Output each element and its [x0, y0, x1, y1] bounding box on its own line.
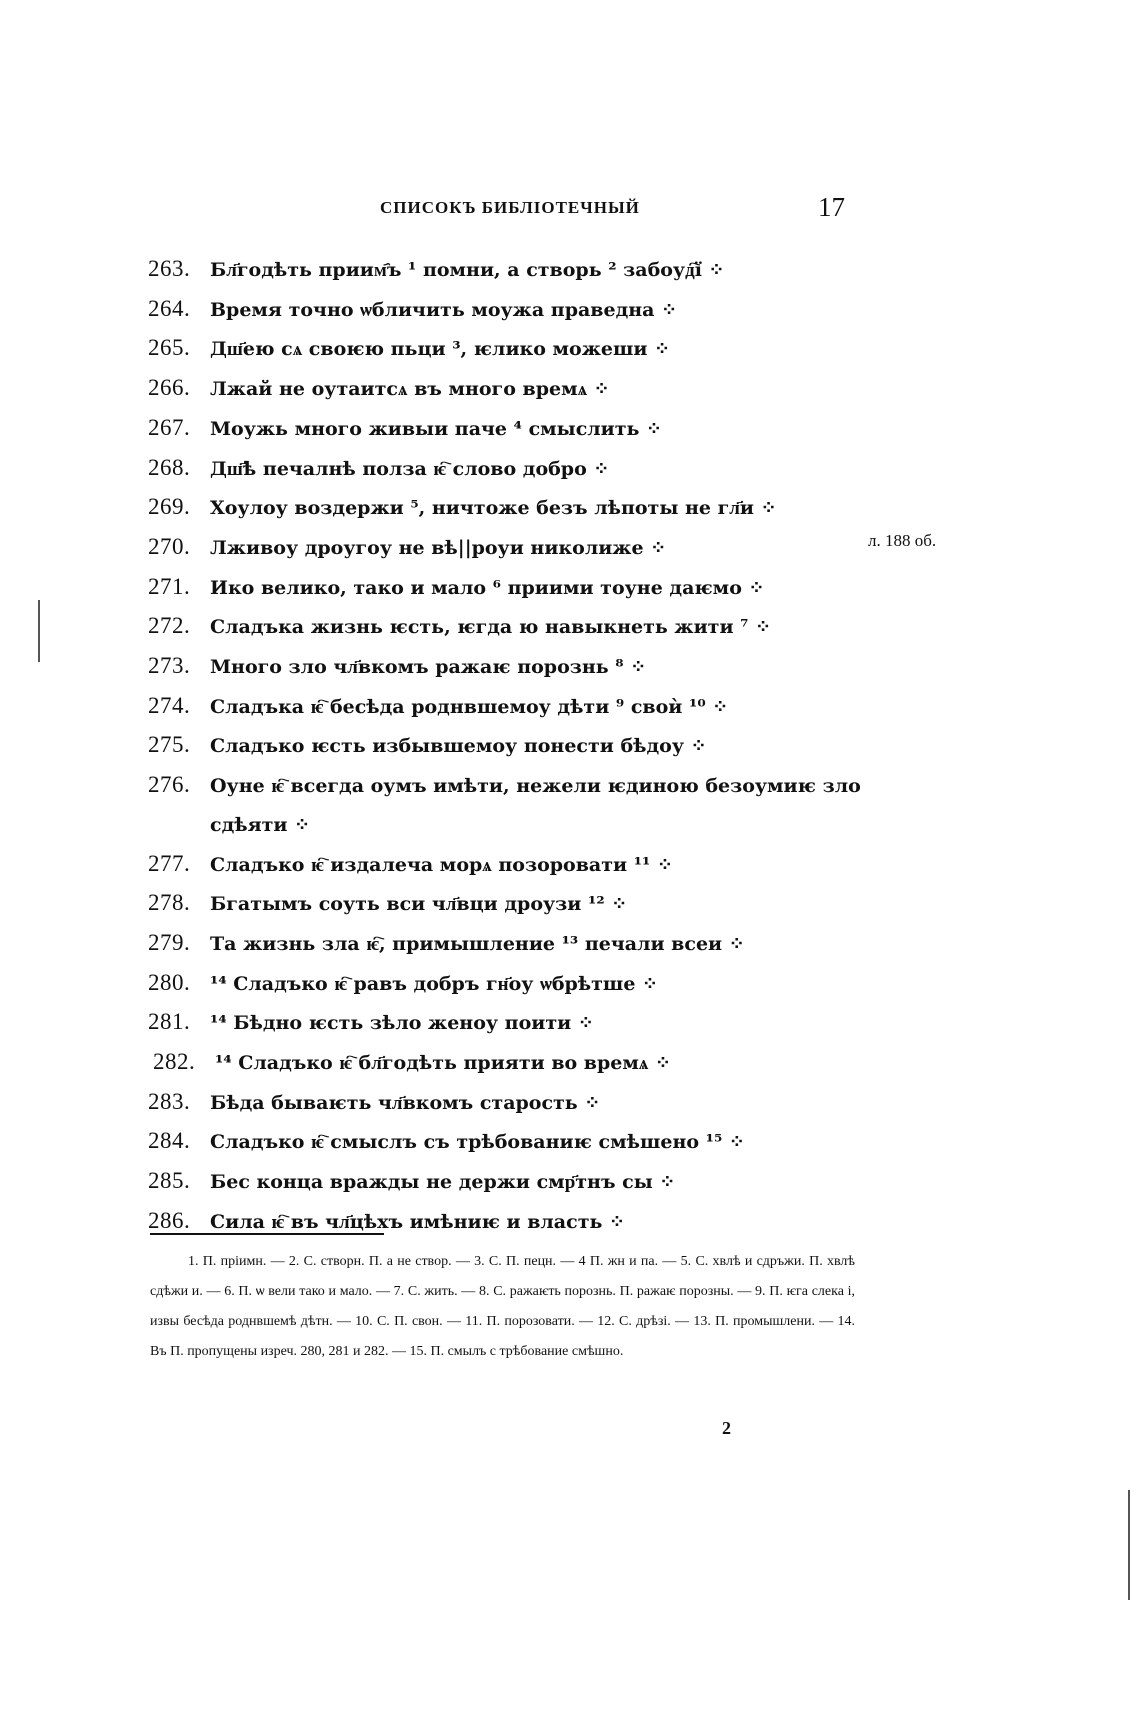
saying-number: 271. [148, 573, 191, 599]
saying-number: 270. [148, 533, 191, 559]
saying-text: Сила ѥ҇ въ чл҃цѣхъ имѣниѥ и власть ⁘ [210, 1210, 625, 1233]
saying-text: Дш҃ѣ печалнѣ полза ѥ҇ слово добро ⁘ [210, 457, 610, 480]
saying-text: Дш҃ею сѧ своѥю пьци ³, ѥлико можеши ⁘ [210, 338, 671, 361]
saying-text: Сладъко ѥ҇ смыслъ съ трѣбованиѥ смѣшено ¹⁵ ⁘ [210, 1131, 745, 1154]
saying-number: 275. [148, 732, 191, 758]
saying-268 [148, 449, 868, 489]
folio-margin-note: л. 188 об. [868, 531, 937, 550]
saying-number: 265. [148, 335, 191, 361]
footnote-rule [150, 1233, 384, 1235]
scan-edge-mark [1128, 1490, 1130, 1600]
saying-265 [148, 329, 868, 369]
saying-text: Время точно ѡбличить моужа праведна ⁘ [210, 298, 677, 321]
saying-text: Сладъка жизнь ѥсть, ѥгда ю навыкнеть жити ⁷ ⁘ [210, 616, 772, 639]
saying-266 [148, 369, 868, 409]
saying-271 [148, 568, 868, 608]
saying-276 [148, 766, 868, 806]
saying-number: 273. [148, 653, 191, 679]
saying-267 [148, 409, 868, 449]
running-header: СПИСОКЪ БИБЛІОТЕЧНЫЙ [380, 198, 640, 217]
page-number: 17 [818, 192, 845, 222]
saying-number: 278. [148, 890, 191, 916]
saying-264 [148, 290, 868, 330]
saying-text: Бес конца вражды не держи смр҃тнъ сы ⁘ [210, 1171, 676, 1194]
saying-number: 282. [153, 1049, 196, 1075]
saying-270 [148, 528, 868, 568]
sayings-list [148, 250, 868, 1242]
printer-signature-mark: 2 [722, 1418, 731, 1438]
saying-text: Сладъко ѥсть избывшемоу понести бѣдоу ⁘ [210, 735, 707, 758]
saying-text: Сладъко ѥ҇ издалеча морѧ позоровати ¹¹ ⁘ [210, 853, 673, 876]
saying-279 [148, 924, 868, 964]
saying-number: 279. [148, 929, 191, 955]
saying-text: ¹⁴ Сладъко ѥ҇ бл҃годѣть прияти во времѧ ⁘ [215, 1052, 671, 1075]
saying-text: Хоулоу воздержи ⁵, ничтоже безъ лѣпоты не гл҃и ⁘ [210, 497, 777, 520]
saying-number: 283. [148, 1088, 191, 1114]
saying-281 [148, 1003, 868, 1043]
saying-272 [148, 607, 868, 647]
saying-277 [148, 845, 868, 885]
saying-283 [148, 1083, 868, 1123]
saying-number: 286. [148, 1207, 191, 1233]
saying-text: Много зло чл҃вкомъ ражаѥ порознь ⁸ ⁘ [210, 656, 647, 679]
footnotes: 1. П. пріимн. — 2. С. створн. П. а не створ. — 3. С. П. пецн. — 4 П. жн и па. — 5. С. хвлѣ и сдръжи. П. хвлѣ сдѣжи и. — 6. П. ѡ вели тако и мало. — 7. С. жить. — 8. С. ражаѥть порознь. П. ражаѥ порозны. — 9. П. ѥга слека і, извы бесѣда роднвшемѣ дѣтн. — 10. С. П. свон. — 11. П. порозовати. — 12. С. дрѣзі. — 13. П. промышлени. — 14. Въ П. пропущены изреч. 280, 281 и 282. — 15. П. смылъ с трѣбование смѣшно. [150, 1254, 855, 1359]
saying-number: 284. [148, 1128, 191, 1154]
saying-280 [148, 964, 868, 1004]
saying-number: 281. [148, 1009, 191, 1035]
saying-text: Бгатымъ соуть вси чл҃вци дроузи ¹² ⁘ [210, 893, 628, 916]
saying-text: ¹⁴ Бѣдно ѥсть зѣло женоу поити ⁘ [210, 1012, 594, 1035]
saying-text: Лжай не оутаитсѧ въ много времѧ ⁘ [210, 378, 610, 401]
saying-text: Моужь много живыи паче ⁴ смыслить ⁘ [210, 417, 662, 440]
saying-269 [148, 488, 868, 528]
saying-284 [148, 1122, 868, 1162]
saying-275 [148, 726, 868, 766]
saying-276-continuation: сдѣяти ⁘ [210, 813, 311, 836]
saying-number: 264. [148, 295, 191, 321]
saying-274 [148, 687, 868, 727]
saying-number: 277. [148, 850, 191, 876]
saying-263 [148, 250, 868, 290]
saying-text: Ико велико, тако и мало ⁶ приими тоуне даѥмо ⁘ [210, 576, 765, 599]
saying-text: Оуне ѥ҇ всегда оумъ имѣти, нежели ѥдиною безоумиѥ зло [210, 775, 861, 798]
saying-text: Бл҃годѣть приим҄ъ ¹ помни, а створь ² забоуд҇ї ⁘ [210, 259, 725, 281]
saying-273 [148, 647, 868, 687]
saying-285 [148, 1162, 868, 1202]
saying-number: 285. [148, 1168, 191, 1194]
saying-number: 274. [148, 692, 191, 718]
saying-number: 268. [148, 454, 191, 480]
saying-text: Бѣда бываѥть чл҃вкомъ старость ⁘ [210, 1091, 601, 1114]
saying-text: Та жизнь зла ѥ҇, примышление ¹³ печали всеи ⁘ [210, 932, 745, 955]
saying-number: 263. [148, 256, 191, 281]
saying-number: 280. [148, 969, 191, 995]
saying-number: 269. [148, 494, 191, 520]
saying-text: Лживоу дроугоу не вѣ||роуи николиже ⁘ [210, 536, 667, 559]
scan-edge-mark [38, 600, 40, 662]
saying-number: 272. [148, 613, 191, 639]
saying-number: 276. [148, 772, 191, 798]
saying-text: Сладъка ѥ҇ бесѣда роднвшемоу дѣти ⁹ своѝ ¹⁰ ⁘ [210, 695, 729, 718]
saying-286 [148, 1202, 868, 1242]
saying-278 [148, 884, 868, 924]
saying-number: 266. [148, 375, 191, 401]
saying-282 [148, 1043, 868, 1083]
saying-number: 267. [148, 414, 191, 440]
saying-text: ¹⁴ Сладъко ѥ҇ равъ добръ гн҃оу ѡбрѣтше ⁘ [210, 972, 658, 995]
